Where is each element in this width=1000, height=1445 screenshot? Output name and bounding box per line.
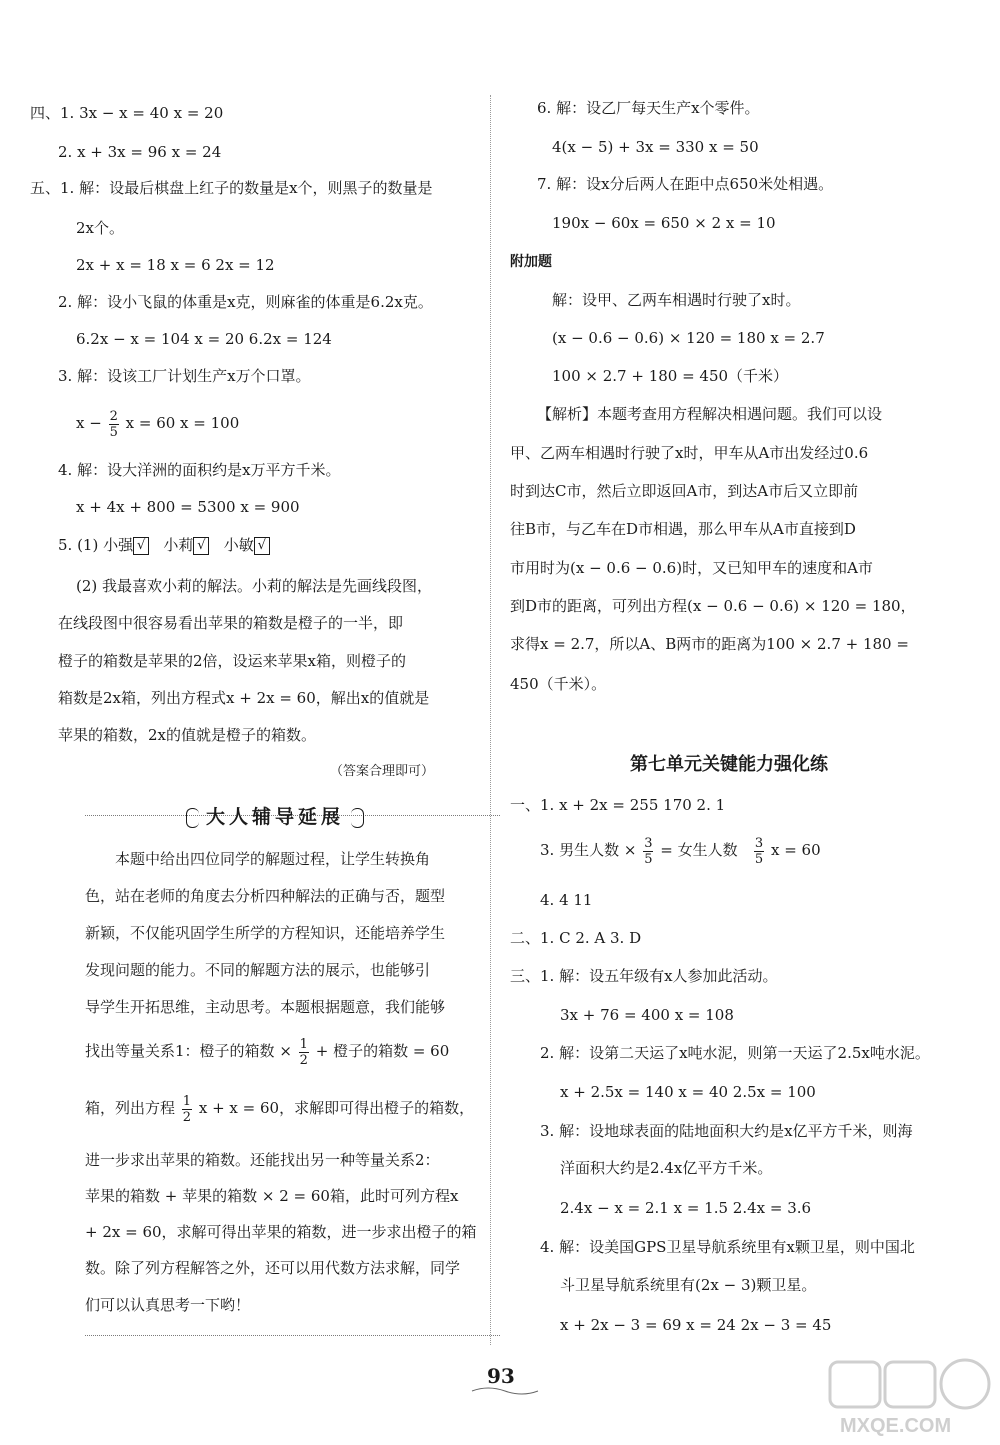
equation-line: x − $\frac{2}{5}$ x = 60 x = 100 [76,408,240,440]
answer-line: 一、1. x + 2x = 255 170 2. 1 [510,796,726,814]
bonus-heading: 附加题 [510,254,552,270]
analysis-text: 往B市，与乙车在D市相遇，那么甲车从A市直接到D [510,520,856,538]
answer-line: 2. 解：设小飞鼠的体重是x克，则麻雀的体重是6.2x克。 [58,293,433,311]
answer-line: 苹果的箱数，2x的值就是橙子的箱数。 [58,726,317,744]
fraction: $\frac{1}{2}$ [182,1093,192,1125]
equation-line: x + 4x + 800 = 5300 x = 900 [76,498,300,516]
equation-line: (x − 0.6 − 0.6) × 120 = 180 x = 2.7 [552,329,825,347]
equation-line: 4(x − 5) + 3x = 330 x = 50 [552,138,759,156]
fraction: $\frac{3}{5}$ [644,835,653,867]
equation-line: 3. 男生人数 × $\frac{3}{5}$ = 女生人数 $\frac{3}{5}$ x = 60 [540,835,821,867]
analysis-text: 求得x = 2.7，所以A、B两市的距离为100 × 2.7 + 180 = [510,635,909,653]
column-divider [490,95,491,1345]
analysis-text: 【解析】本题考查用方程解决相遇问题。我们可以设 [537,405,883,423]
tutor-title: 大人辅导延展 [190,802,360,832]
equation-line: 100 × 2.7 + 180 = 450（千米） [552,367,789,385]
answer-line: 3. 解：设地球表面的陆地面积大约是x亿平方千米，则海 [540,1122,913,1140]
answer-line: 7. 解：设x分后两人在距中点650米处相遇。 [537,175,834,193]
answer-line: 4. 4 11 [540,891,593,909]
tutor-text: 苹果的箱数 + 苹果的箱数 × 2 = 60箱，此时可列方程x [85,1187,459,1205]
tutor-text: 发现问题的能力。不同的解题方法的展示，也能够引 [85,961,431,979]
equation-line: x + 2.5x = 140 x = 40 2.5x = 100 [560,1083,816,1101]
answer-line: 二、1. C 2. A 3. D [510,929,642,947]
tutor-text: 本题中给出四位同学的解题过程，让学生转换角 [115,850,431,868]
section-title: 第七单元关键能力强化练 [630,754,828,775]
answer-line: 三、1. 解：设五年级有x人参加此活动。 [510,967,778,985]
answer-line: 解：设甲、乙两车相遇时行驶了x时。 [552,291,801,309]
equation-line: x + 2x − 3 = 69 x = 24 2x − 3 = 45 [560,1316,832,1334]
analysis-text: 到D市的距离，可列出方程(x − 0.6 − 0.6) × 120 = 180， [510,597,916,615]
tutor-text: 找出等量关系1：橙子的箱数 × $\frac{1}{2}$ + 橙子的箱数 = 60 [85,1036,450,1068]
answer-line: 洋面积大约是2.4x亿平方千米。 [560,1159,773,1177]
checkmark-box: √ [133,537,149,555]
svg-text:MXQE.COM: MXQE.COM [840,1415,952,1437]
equation-line: 190x − 60x = 650 × 2 x = 10 [552,214,776,232]
tutor-text: 色，站在老师的角度去分析四种解法的正确与否，题型 [85,887,446,905]
answer-line: 在线段图中很容易看出苹果的箱数是橙子的一半，即 [58,614,404,632]
answer-line: 斗卫星导航系统里有(2x − 3)颗卫星。 [560,1276,817,1294]
equation-line: 6.2x − x = 104 x = 20 6.2x = 124 [76,330,332,348]
tutor-text: 导学生开拓思维，主动思考。本题根据题意，我们能够 [85,998,446,1016]
fraction: $\frac{3}{5}$ [754,835,764,867]
analysis-text: 甲、乙两车相遇时行驶了x时，甲车从A市出发经过0.6 [510,444,869,462]
analysis-text: 市用时为(x − 0.6 − 0.6)时，又已知甲车的速度和A市 [510,559,873,577]
tutor-text: 新颖，不仅能巩固学生所学的方程知识，还能培养学生 [85,924,446,942]
watermark-logo [820,1356,995,1441]
answer-line: 4. 解：设美国GPS卫星导航系统里有x颗卫星，则中国北 [540,1238,915,1256]
divider [85,1335,500,1336]
answer-line: 3. 解：设该工厂计划生产x万个口罩。 [58,367,311,385]
checkmark-box: √ [254,537,270,555]
answer-line: 2x个。 [76,219,125,237]
answer-line: 2. x + 3x = 96 x = 24 [58,143,222,161]
analysis-text: 时到达C市，然后立即返回A市，到达A市后又立即前 [510,482,859,500]
tutor-text: 箱，列出方程 $\frac{1}{2}$ x + x = 60，求解即可得出橙子的箱数， [85,1093,475,1125]
fraction: $\frac{2}{5}$ [109,408,118,440]
analysis-text: 450（千米）。 [510,675,607,693]
answer-note: （答案合理即可） [330,764,435,779]
equation-line: 3x + 76 = 400 x = 108 [560,1006,734,1024]
checkmark-box: √ [193,537,209,555]
answer-line: 箱数是2x箱，列出方程式x + 2x = 60，解出x的值就是 [58,689,430,707]
answer-line: 橙子的箱数是苹果的2倍，设运来苹果x箱，则橙子的 [58,652,407,670]
answer-line: 四、1. 3x − x = 40 x = 20 [30,104,224,122]
answer-line: 5. (1) 小强 √ 小莉 √ 小敏 √ [58,535,270,555]
answer-line: 五、1. 解：设最后棋盘上红子的数量是x个，则黑子的数量是 [30,179,433,197]
tutor-text: 们可以认真思考一下哟！ [85,1296,251,1314]
answer-line: 2. 解：设第二天运了x吨水泥，则第一天运了2.5x吨水泥。 [540,1044,930,1062]
equation-line: 2x + x = 18 x = 6 2x = 12 [76,256,275,274]
answer-line: 6. 解：设乙厂每天生产x个零件。 [537,99,760,117]
answer-line: (2) 我最喜欢小莉的解法。小莉的解法是先画线段图， [76,577,433,595]
page-number: 93 [487,1364,515,1388]
page-ornament-icon [470,1385,540,1397]
tutor-text: 数。除了列方程解答之外，还可以用代数方法求解，同学 [85,1259,461,1277]
answer-line: 4. 解：设大洋洲的面积约是x万平方千米。 [58,461,341,479]
tutor-text: 进一步求出苹果的箱数。还能找出另一种等量关系2： [85,1151,440,1169]
equation-line: 2.4x − x = 2.1 x = 1.5 2.4x = 3.6 [560,1199,812,1217]
watermark-icon [820,1356,995,1441]
tutor-text: + 2x = 60，求解可得出苹果的箱数，进一步求出橙子的箱 [85,1223,477,1241]
fraction: $\frac{1}{2}$ [299,1036,308,1068]
